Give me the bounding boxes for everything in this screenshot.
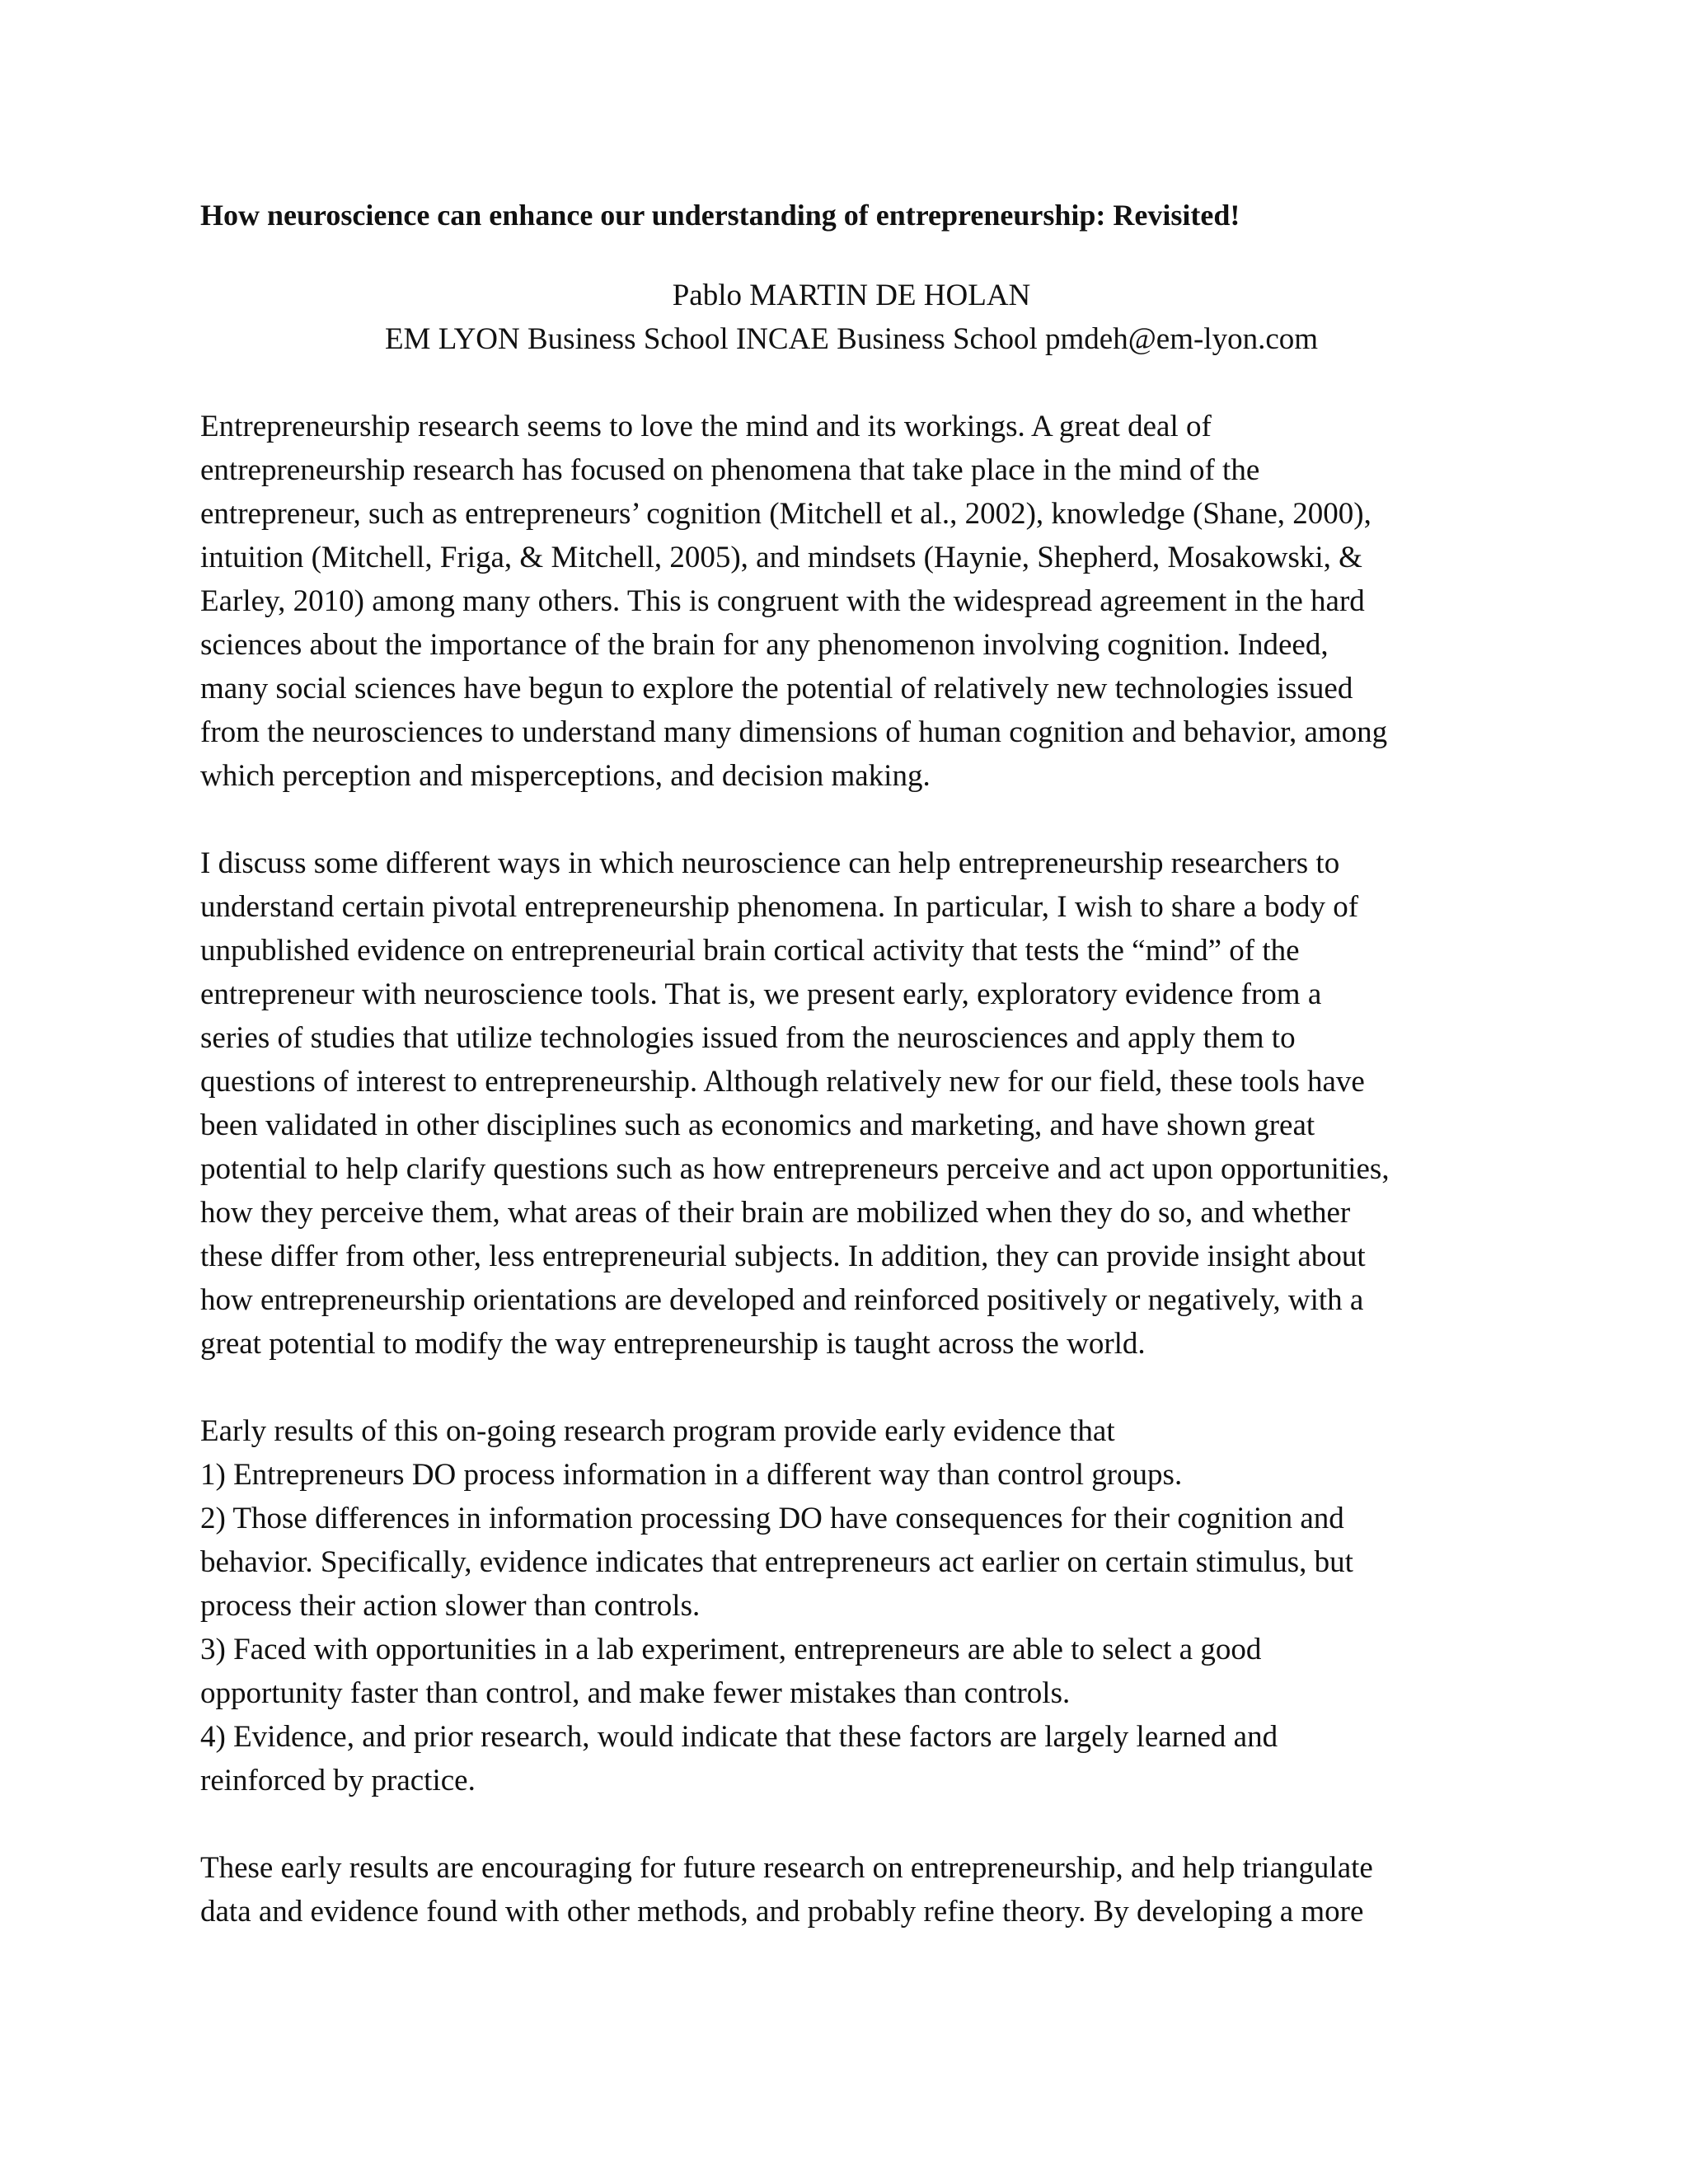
list-item: process their action slower than controls. bbox=[200, 1589, 701, 1623]
text-line: from the neurosciences to understand many dimensions of human cognition and behavior, among bbox=[200, 715, 1388, 749]
results-list bbox=[200, 1409, 1503, 1802]
text-line: entrepreneur, such as entrepreneurs’ cognition (Mitchell et al., 2002), knowledge (Shane, 2000), bbox=[200, 497, 1372, 531]
text-line: Entrepreneurship research seems to love the mind and its workings. A great deal of bbox=[200, 410, 1212, 443]
text-line: entrepreneur with neuroscience tools. That is, we present early, exploratory evidence from a bbox=[200, 977, 1322, 1011]
text-line: which perception and misperceptions, and decision making. bbox=[200, 759, 931, 793]
list-item: 1) Entrepreneurs DO process information in a different way than control groups. bbox=[200, 1458, 1183, 1492]
results-intro: Early results of this on-going research program provide early evidence that bbox=[200, 1414, 1115, 1448]
text-line: unpublished evidence on entrepreneurial brain cortical activity that tests the “mind” of the bbox=[200, 934, 1300, 968]
author-block bbox=[200, 274, 1503, 361]
text-line: intuition (Mitchell, Friga, & Mitchell, 2005), and mindsets (Haynie, Shepherd, Mosakowski, & bbox=[200, 541, 1362, 574]
list-item: 2) Those differences in information processing DO have consequences for their cognition and bbox=[200, 1502, 1344, 1535]
text-line: how entrepreneurship orientations are developed and reinforced positively or negatively, with a bbox=[200, 1283, 1364, 1317]
paragraph-discussion bbox=[200, 841, 1503, 1366]
list-item: behavior. Specifically, evidence indicates that entrepreneurs act earlier on certain stimulus, but bbox=[200, 1545, 1353, 1579]
text-line: questions of interest to entrepreneurship. Although relatively new for our field, these tools have bbox=[200, 1065, 1365, 1099]
text-line: many social sciences have begun to explore the potential of relatively new technologies issued bbox=[200, 672, 1353, 705]
author-name: Pablo MARTIN DE HOLAN bbox=[672, 279, 1031, 312]
text-line: sciences about the importance of the brain for any phenomenon involving cognition. Indeed, bbox=[200, 628, 1329, 662]
text-line: These early results are encouraging for future research on entrepreneurship, and help triangulate bbox=[200, 1851, 1373, 1885]
text-line: understand certain pivotal entrepreneurship phenomena. In particular, I wish to share a body of bbox=[200, 890, 1359, 924]
list-item: 4) Evidence, and prior research, would indicate that these factors are largely learned and bbox=[200, 1720, 1278, 1754]
document-page bbox=[200, 198, 1503, 1933]
text-line: I discuss some different ways in which neuroscience can help entrepreneurship researchers to bbox=[200, 846, 1340, 880]
paragraph-intro bbox=[200, 405, 1503, 798]
list-item: 3) Faced with opportunities in a lab experiment, entrepreneurs are able to select a good bbox=[200, 1633, 1262, 1666]
list-item: opportunity faster than control, and make fewer mistakes than controls. bbox=[200, 1676, 1071, 1710]
text-line: potential to help clarify questions such as how entrepreneurs perceive and act upon opportunities, bbox=[200, 1152, 1390, 1186]
text-line: Earley, 2010) among many others. This is congruent with the widespread agreement in the hard bbox=[200, 584, 1365, 618]
author-affiliation: EM LYON Business School INCAE Business School pmdeh@em-lyon.com bbox=[384, 322, 1319, 356]
text-line: great potential to modify the way entrepreneurship is taught across the world. bbox=[200, 1327, 1146, 1361]
text-line: data and evidence found with other methods, and probably refine theory. By developing a more bbox=[200, 1895, 1364, 1929]
text-line: entrepreneurship research has focused on phenomena that take place in the mind of the bbox=[200, 453, 1260, 487]
list-item: reinforced by practice. bbox=[200, 1764, 476, 1797]
text-line: been validated in other disciplines such as economics and marketing, and have shown great bbox=[200, 1108, 1315, 1142]
text-line: series of studies that utilize technologies issued from the neurosciences and apply them to bbox=[200, 1021, 1296, 1055]
paragraph-closing bbox=[200, 1846, 1503, 1933]
text-line: these differ from other, less entrepreneurial subjects. In addition, they can provide insight about bbox=[200, 1240, 1366, 1273]
text-line: how they perceive them, what areas of their brain are mobilized when they do so, and whether bbox=[200, 1196, 1351, 1230]
document-title: How neuroscience can enhance our understanding of entrepreneurship: Revisited! bbox=[200, 199, 1240, 232]
